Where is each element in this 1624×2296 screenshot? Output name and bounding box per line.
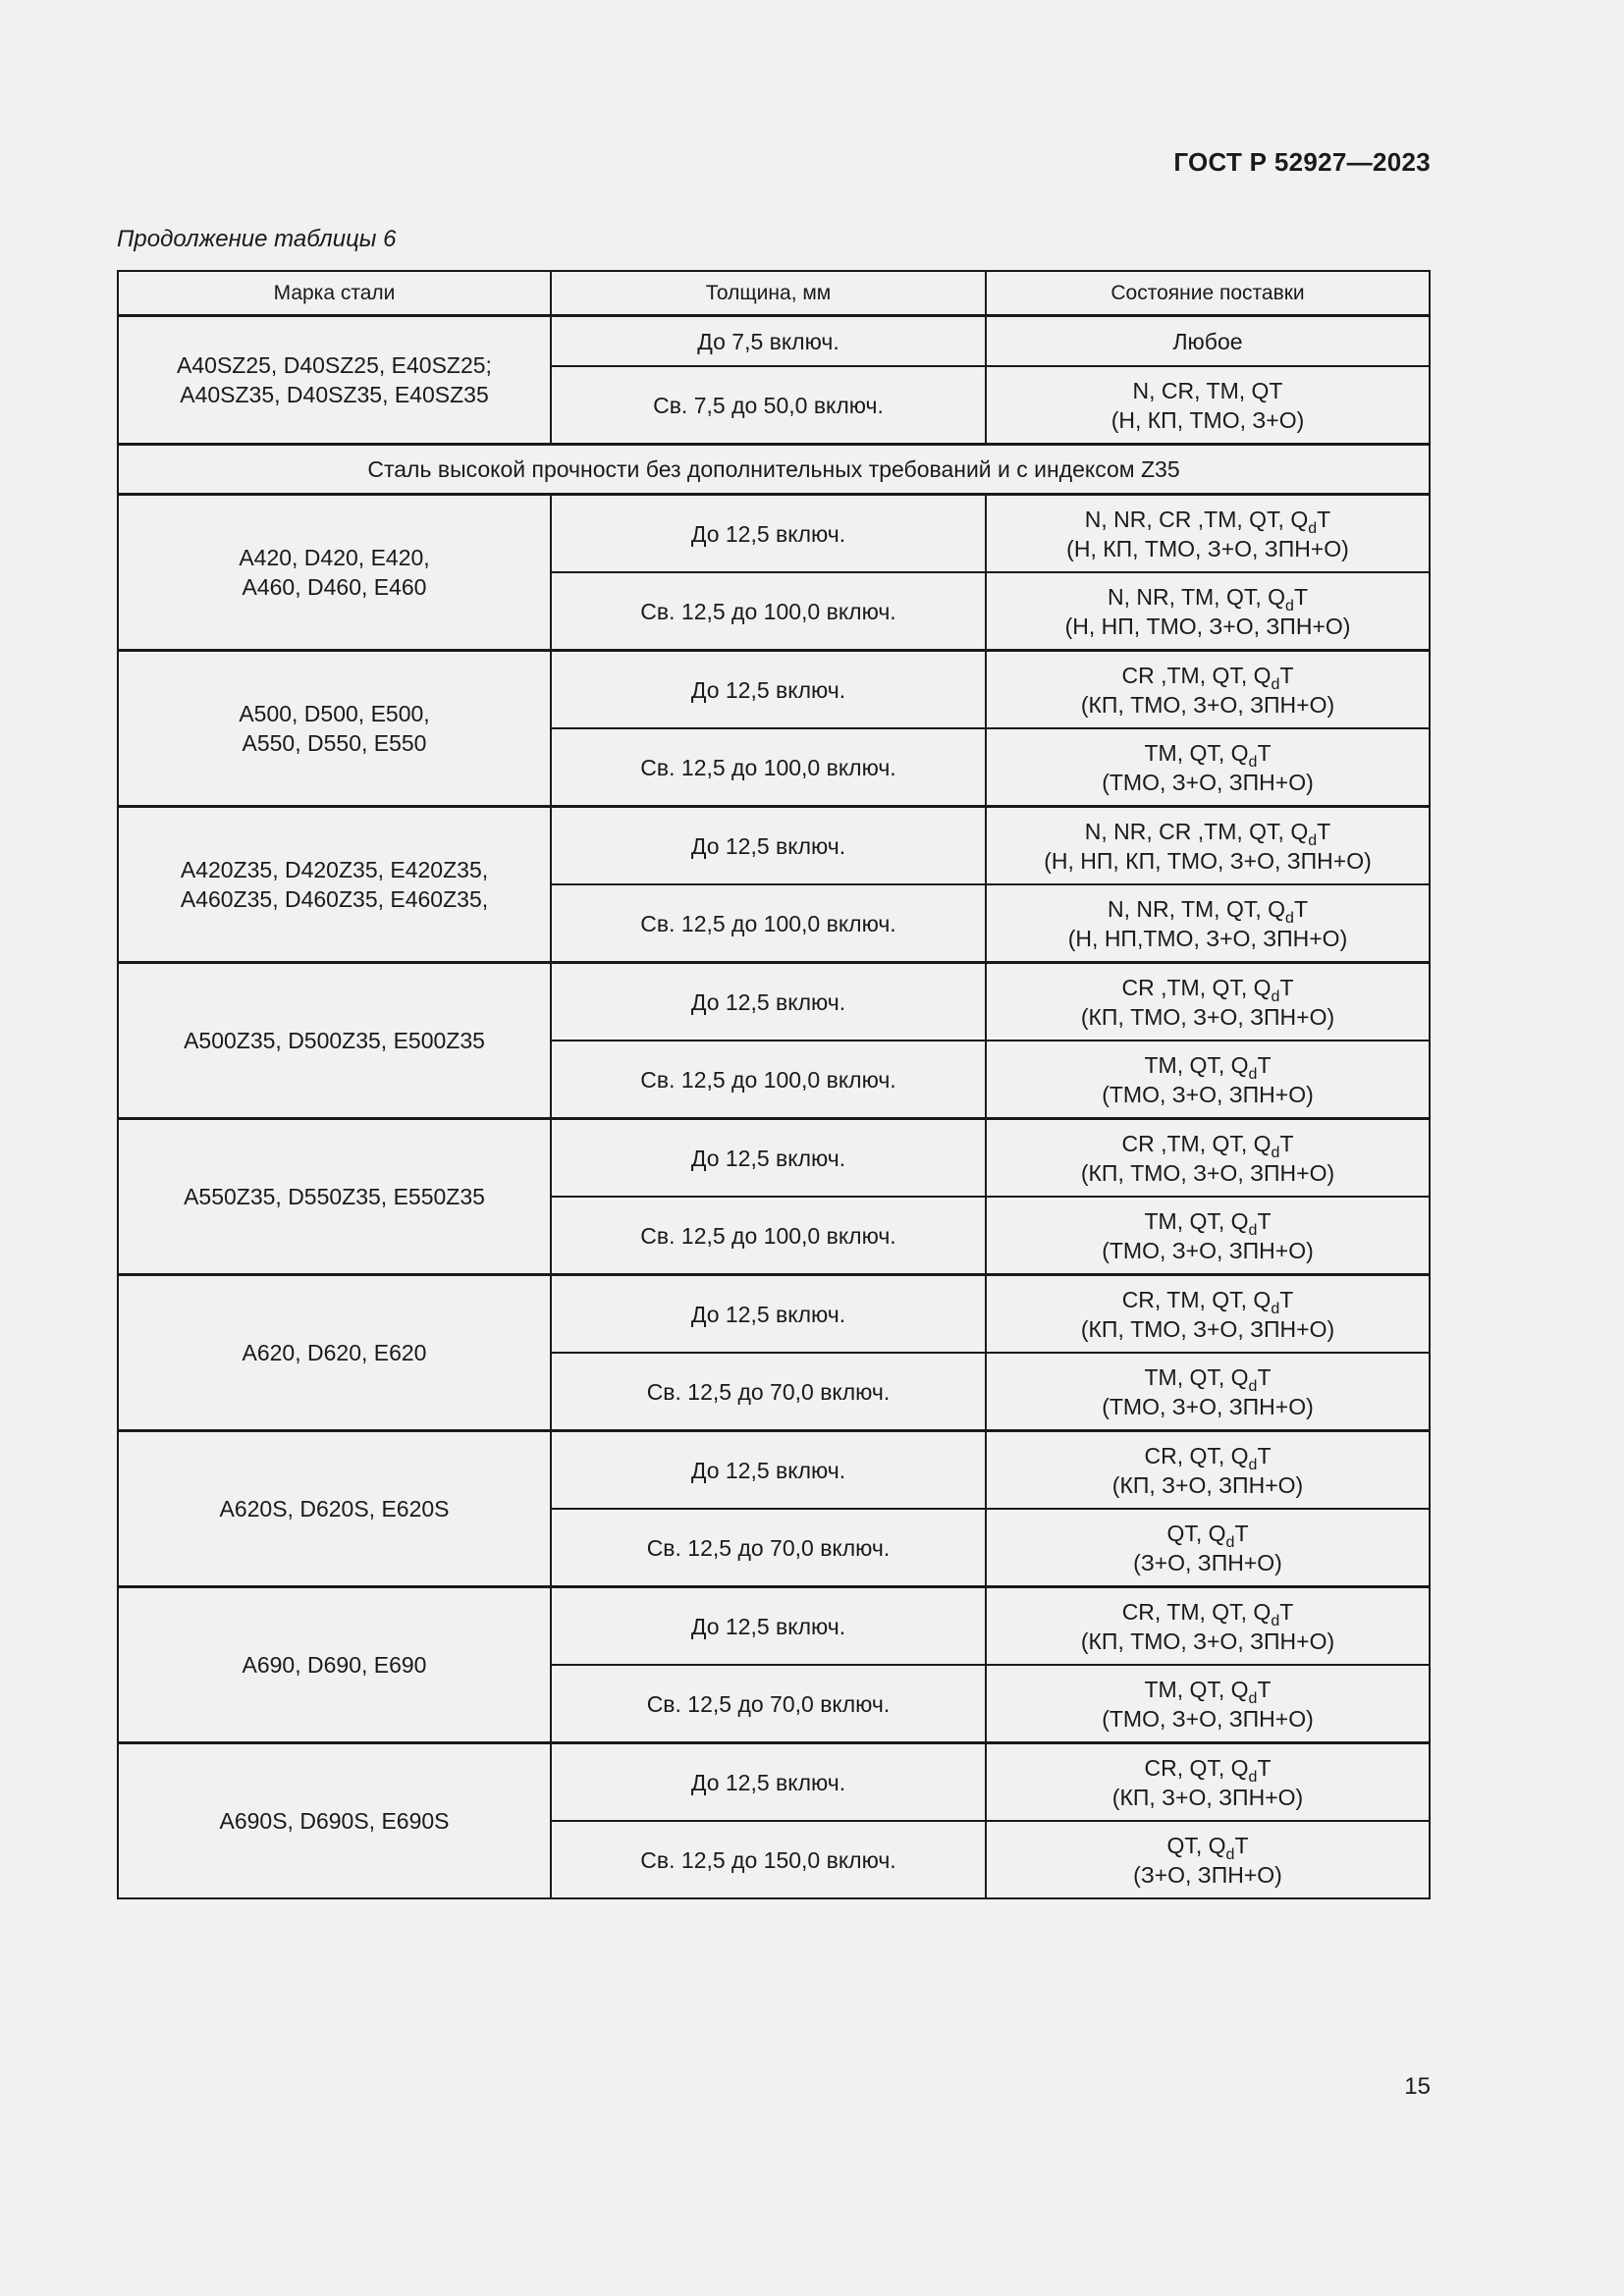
state-codes-suffix: T [1257, 1051, 1272, 1078]
state-line-1 [993, 1441, 1423, 1473]
table-row [118, 1431, 1430, 1510]
state-cell [986, 1041, 1430, 1119]
state-line-2: (Н, НП, ТМО, З+О, ЗПН+О) [1064, 613, 1351, 639]
state-codes: TM, QT, Q [1144, 1207, 1249, 1234]
grade-cell: A690S, D690S, E690S [118, 1743, 551, 1899]
table-row [118, 1587, 1430, 1666]
state-codes: N, NR, TM, QT, Q [1108, 583, 1286, 610]
state-line-1 [993, 505, 1423, 537]
state-line-2: (Н, КП, ТМО, З+О, ЗПН+О) [1066, 535, 1349, 561]
state-subscript: d [1225, 1533, 1235, 1551]
state-subscript: d [1225, 1845, 1235, 1863]
state-codes-suffix: T [1317, 506, 1331, 532]
state-cell [986, 728, 1430, 807]
thickness-cell: Св. 12,5 до 70,0 включ. [551, 1353, 986, 1431]
state-line-2: (ТМО, З+О, ЗПН+О) [1102, 769, 1314, 795]
thickness-cell: До 12,5 включ. [551, 1275, 986, 1354]
state-line-1 [993, 894, 1423, 927]
state-subscript: d [1271, 1612, 1280, 1629]
grade-cell: A620S, D620S, E620S [118, 1431, 551, 1587]
state-cell [986, 1119, 1430, 1198]
state-codes: CR, QT, Q [1144, 1754, 1249, 1781]
thickness-cell: До 12,5 включ. [551, 1119, 986, 1198]
steel-grades-table [117, 270, 1431, 1899]
state-codes: TM, QT, Q [1144, 739, 1249, 766]
grade-cell: A420, D420, E420, A460, D460, E460 [118, 495, 551, 651]
state-subscript: d [1271, 1144, 1280, 1161]
state-line-2: (ТМО, З+О, ЗПН+О) [1102, 1705, 1314, 1732]
state-codes: N, NR, TM, QT, Q [1108, 895, 1286, 922]
state-codes-suffix: T [1257, 1207, 1272, 1234]
state-subscript: d [1271, 675, 1280, 693]
table-row [118, 1119, 1430, 1198]
state-cell [986, 1665, 1430, 1743]
state-line-1 [993, 1285, 1423, 1317]
state-line-2: (Н, НП, КП, ТМО, З+О, ЗПН+О) [1044, 847, 1372, 874]
document-code: ГОСТ Р 52927—2023 [1173, 147, 1431, 177]
section-title: Сталь высокой прочности без дополнительных требований и с индексом Z35 [118, 445, 1430, 495]
state-cell [986, 572, 1430, 651]
state-codes-suffix: T [1257, 1676, 1272, 1702]
table-header-row [118, 271, 1430, 316]
state-codes-suffix: T [1234, 1520, 1249, 1546]
state-subscript: d [1248, 1377, 1258, 1395]
state-cell [986, 1509, 1430, 1587]
section-title-row [118, 445, 1430, 495]
state-line-2: (КП, З+О, ЗПН+О) [1111, 1784, 1304, 1810]
state-codes-suffix: T [1279, 662, 1294, 688]
state-codes-suffix: T [1279, 1598, 1294, 1625]
state-line-2: (Н, НП,ТМО, З+О, ЗПН+О) [1067, 925, 1348, 951]
state-line-1 [993, 1753, 1423, 1786]
state-codes-suffix: T [1257, 1442, 1272, 1468]
state-codes: CR ,TM, QT, Q [1121, 974, 1272, 1000]
state-subscript: d [1308, 831, 1318, 849]
state-line-2: (З+О, ЗПН+О) [1133, 1861, 1282, 1888]
state-codes: CR, TM, QT, Q [1121, 1286, 1272, 1312]
table-row [118, 495, 1430, 573]
grade-cell: A620, D620, E620 [118, 1275, 551, 1431]
thickness-cell: Св. 12,5 до 70,0 включ. [551, 1509, 986, 1587]
state-codes-suffix: T [1234, 1832, 1249, 1858]
thickness-cell: До 12,5 включ. [551, 963, 986, 1041]
grade-cell: A420Z35, D420Z35, E420Z35, A460Z35, D460Z35, E460Z35, [118, 807, 551, 963]
thickness-cell: Св. 12,5 до 100,0 включ. [551, 728, 986, 807]
state-cell [986, 963, 1430, 1041]
state-codes-suffix: T [1317, 818, 1331, 844]
thickness-cell: Св. 12,5 до 100,0 включ. [551, 1041, 986, 1119]
table-row [118, 1743, 1430, 1822]
state-cell [986, 495, 1430, 573]
state-line-1 [993, 1675, 1423, 1707]
state-subscript: d [1248, 1456, 1258, 1473]
state-line-2: (ТМО, З+О, ЗПН+О) [1102, 1081, 1314, 1107]
state-cell [986, 807, 1430, 885]
grade-cell: A690, D690, E690 [118, 1587, 551, 1743]
state-line-2: (КП, З+О, ЗПН+О) [1111, 1471, 1304, 1498]
state-line-1 [993, 738, 1423, 771]
state-line-1 [993, 973, 1423, 1005]
state-line-2: (З+О, ЗПН+О) [1133, 1549, 1282, 1575]
state-line-1 [993, 582, 1423, 612]
state-line-1 [993, 1519, 1423, 1551]
state-line-1 [993, 661, 1423, 693]
column-header-thickness: Толщина, мм [551, 271, 986, 316]
state-subscript: d [1248, 1689, 1258, 1707]
state-codes-suffix: T [1257, 739, 1272, 766]
state-subscript: d [1248, 1065, 1258, 1083]
state-codes: QT, Q [1166, 1520, 1226, 1546]
state-line-2: (КП, ТМО, З+О, ЗПН+О) [1080, 691, 1335, 718]
state-cell [986, 884, 1430, 963]
thickness-cell: До 12,5 включ. [551, 1743, 986, 1822]
state-cell [986, 1431, 1430, 1510]
state-line-1 [993, 1362, 1423, 1395]
state-codes-suffix: T [1293, 583, 1308, 610]
table-row [118, 1275, 1430, 1354]
table-row [118, 963, 1430, 1041]
state-line-2: (КП, ТМО, З+О, ЗПН+О) [1080, 1315, 1335, 1342]
state-cell [986, 1821, 1430, 1898]
table-row [118, 316, 1430, 367]
state-codes: TM, QT, Q [1144, 1676, 1249, 1702]
state-codes: CR, QT, Q [1144, 1442, 1249, 1468]
thickness-cell: До 12,5 включ. [551, 1587, 986, 1666]
state-line-1 [993, 817, 1423, 849]
state-line-2: (КП, ТМО, З+О, ЗПН+О) [1080, 1003, 1335, 1030]
state-cell [986, 1197, 1430, 1275]
table-row [118, 807, 1430, 885]
state-cell: N, CR, TM, QT (Н, КП, ТМО, З+О) [986, 366, 1430, 445]
state-line-1 [993, 1129, 1423, 1161]
thickness-cell: Св. 12,5 до 100,0 включ. [551, 572, 986, 651]
state-line-2: (ТМО, З+О, ЗПН+О) [1102, 1237, 1314, 1263]
state-codes: TM, QT, Q [1144, 1051, 1249, 1078]
state-line-1 [993, 1831, 1423, 1863]
state-codes-suffix: T [1257, 1363, 1272, 1390]
page-number: 15 [1404, 2073, 1431, 2100]
grade-cell: A500Z35, D500Z35, E500Z35 [118, 963, 551, 1119]
state-subscript: d [1271, 1300, 1280, 1317]
thickness-cell: Св. 12,5 до 100,0 включ. [551, 884, 986, 963]
state-cell [986, 1587, 1430, 1666]
state-codes: CR ,TM, QT, Q [1121, 1130, 1272, 1156]
grade-cell: A550Z35, D550Z35, E550Z35 [118, 1119, 551, 1275]
state-codes: N, NR, CR ,TM, QT, Q [1084, 506, 1309, 532]
state-subscript: d [1248, 753, 1258, 771]
state-codes: TM, QT, Q [1144, 1363, 1249, 1390]
state-subscript: d [1285, 597, 1294, 614]
state-codes: CR, TM, QT, Q [1121, 1598, 1272, 1625]
column-header-state: Состояние поставки [986, 271, 1430, 316]
state-codes-suffix: T [1279, 1286, 1294, 1312]
state-subscript: d [1248, 1768, 1258, 1786]
state-cell [986, 1353, 1430, 1431]
table-body [118, 316, 1430, 1899]
state-codes-suffix: T [1279, 1130, 1294, 1156]
table-caption: Продолжение таблицы 6 [117, 226, 397, 252]
state-line-1 [993, 1206, 1423, 1239]
state-cell [986, 651, 1430, 729]
state-codes: N, NR, CR ,TM, QT, Q [1084, 818, 1309, 844]
state-subscript: d [1285, 909, 1294, 927]
grade-cell: A500, D500, E500, A550, D550, E550 [118, 651, 551, 807]
grade-cell: A40SZ25, D40SZ25, E40SZ25; A40SZ35, D40SZ35, E40SZ35 [118, 316, 551, 445]
table-row [118, 651, 1430, 729]
thickness-cell: Св. 12,5 до 70,0 включ. [551, 1665, 986, 1743]
state-line-1 [993, 1597, 1423, 1627]
state-line-1 [993, 1050, 1423, 1083]
thickness-cell: До 7,5 включ. [551, 316, 986, 367]
column-header-grade: Марка стали [118, 271, 551, 316]
state-codes: CR ,TM, QT, Q [1121, 662, 1272, 688]
state-codes-suffix: T [1279, 974, 1294, 1000]
state-cell: Любое [986, 316, 1430, 367]
state-cell [986, 1743, 1430, 1822]
state-cell [986, 1275, 1430, 1354]
state-codes-suffix: T [1293, 895, 1308, 922]
thickness-cell: До 12,5 включ. [551, 651, 986, 729]
state-codes: QT, Q [1166, 1832, 1226, 1858]
state-line-2: (ТМО, З+О, ЗПН+О) [1102, 1393, 1314, 1419]
state-line-2: (КП, ТМО, З+О, ЗПН+О) [1080, 1159, 1335, 1186]
thickness-cell: До 12,5 включ. [551, 1431, 986, 1510]
thickness-cell: Св. 12,5 до 100,0 включ. [551, 1197, 986, 1275]
thickness-cell: Св. 12,5 до 150,0 включ. [551, 1821, 986, 1898]
thickness-cell: До 12,5 включ. [551, 807, 986, 885]
state-subscript: d [1271, 988, 1280, 1005]
thickness-cell: Св. 7,5 до 50,0 включ. [551, 366, 986, 445]
state-subscript: d [1248, 1221, 1258, 1239]
thickness-cell: До 12,5 включ. [551, 495, 986, 573]
state-line-2: (КП, ТМО, З+О, ЗПН+О) [1080, 1628, 1335, 1654]
state-codes-suffix: T [1257, 1754, 1272, 1781]
state-subscript: d [1308, 519, 1318, 537]
